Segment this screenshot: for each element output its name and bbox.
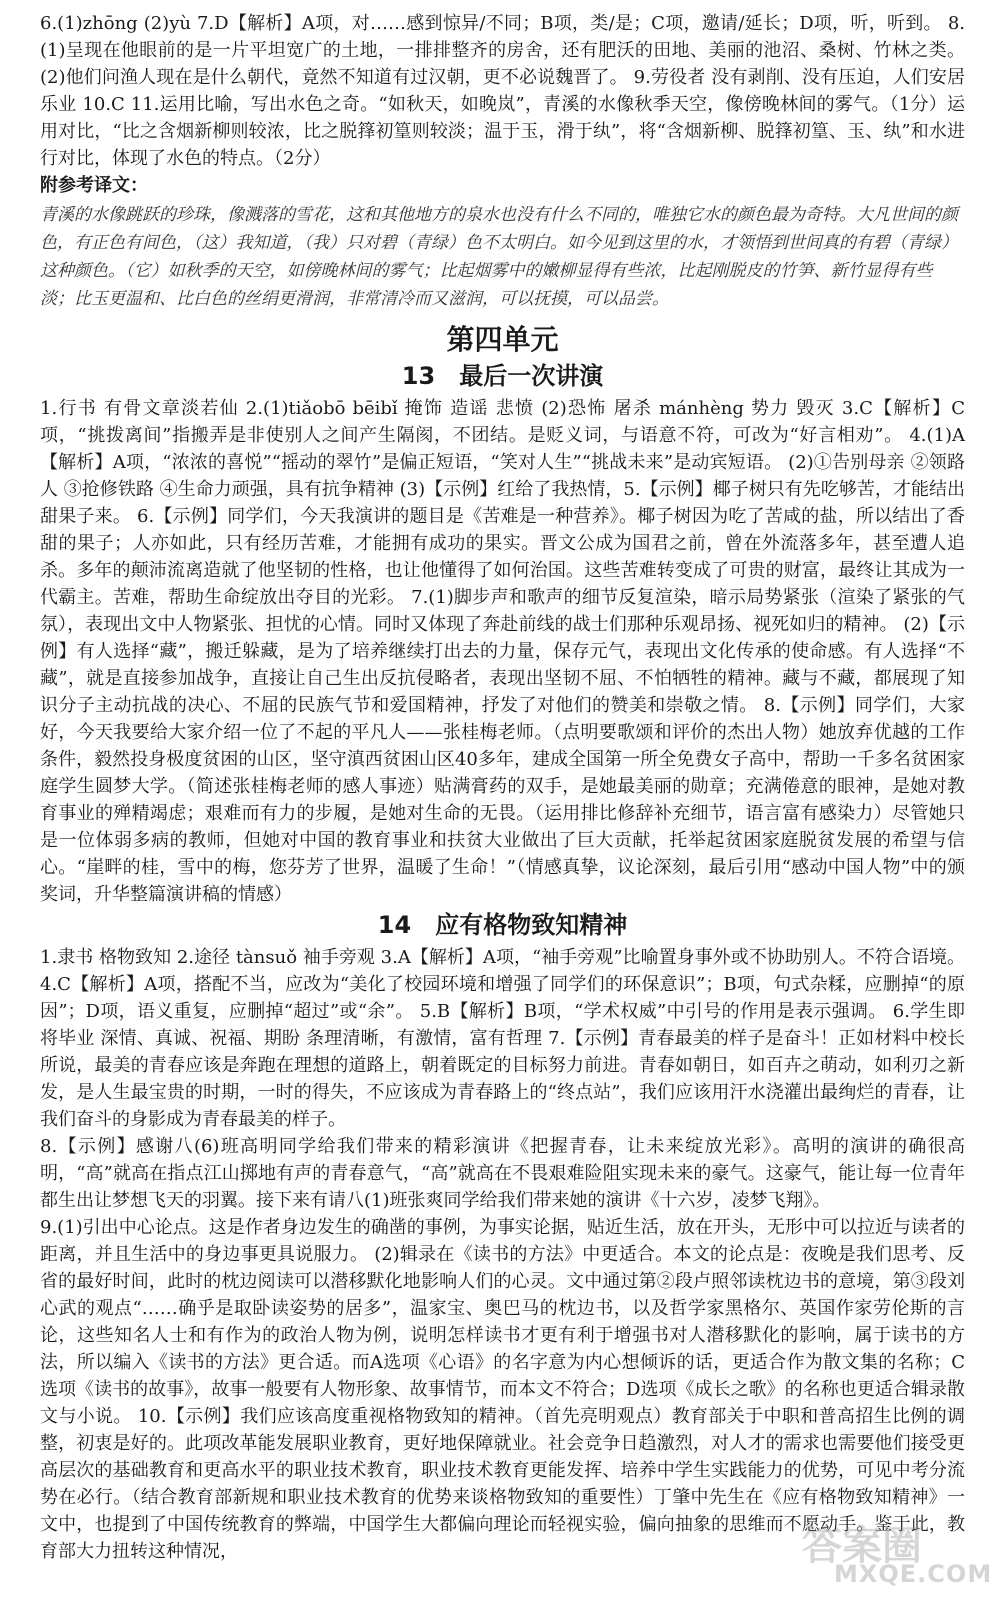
translation-text: 青溪的水像跳跃的珍珠，像溅落的雪花，这和其他地方的泉水也没有什么不同的，唯独它水的颜色最为奇特。大凡世间的颜色，有正色有间色，（这）我知道，（我）只对碧（青绿）色不太明白。如今见到这里的水，才领悟到世间真的有碧（青绿）这种颜色。（它）如秋季的天空，如傍晚林间的雾气；比起烟雾中的嫩柳显得有些浓，比起刚脱皮的竹笋、新竹显得有些淡；比玉更温和、比白色的丝绢更滑润，非常清冷而又滋润，可以抚摸，可以品尝。: [40, 205, 958, 309]
lesson-13-answers: 1.行书 有骨文章淡若仙 2.(1)tiǎobō bēibǐ 掩饰 造谣 悲愤 (2)恐怖 屠杀 mánhèng 势力 毁灭 3.C【解析】C项，“挑拨离间”指搬弄是非使别人之间产生隔阂，不团结。是贬义词，与语意不符，可改为“好言相劝”。 4.(1)A【解析】A项，“浓浓的喜悦”“摇动的翠竹”是偏正短语，“笑对人生”“挑战未来”是动宾短语。 (2)①告别母亲 ②领路人 ③抢修铁路 ④生命力顽强，具有抗争精神 (3)【示例】红给了我热情，5.【示例】椰子树只有先吃够苦，才能结出甜果子来。 6.【示例】同学们，今天我演讲的题目是《苦难是一种营养》。椰子树因为吃了苦咸的盐，所以结出了香甜的果子；人亦如此，只有经历苦难，才能拥有成功的果实。晋文公成为国君之前，曾在外流落多年，甚至遭人追杀。多年的颠沛流离造就了他坚韧的性格，也让他懂得了如何治国。这些苦难转变成了可贵的财富，最终让其成为一代霸主。苦难，帮助生命绽放出夺目的光彩。 7.(1)脚步声和歌声的细节反复渲染，暗示局势紧张（渲染了紧张的气氛），表现出文中人物紧张、担忧的心情。同时又体现了奔赴前线的战士们那种乐观昂扬、视死如归的精神。 (2)【示例】有人选择“藏”，搬迁躲藏，是为了培养继续打出去的力量，保存元气，表现出文化传承的使命感。有人选择“不藏”，就是直接参加战争，直接让自己生出反抗侵略者，表现出坚韧不屈、不怕牺牲的精神。藏与不藏，都展现了知识分子主动抗战的决心、不屈的民族气节和爱国精神，抒发了对他们的赞美和崇敬之情。 8.【示例】同学们，大家好，今天我要给大家介绍一位了不起的平凡人——张桂梅老师。（点明要歌颂和评价的杰出人物）她放弃优越的工作条件，毅然投身极度贫困的山区，坚守滇西贫困山区40多年，建成全国第一所全免费女子高中，帮助一千多名贫困家庭学生圆梦大学。（简述张桂梅老师的感人事迹）贴满膏药的双手，是她最美丽的勋章；充满倦意的眼神，是她对教育事业的殚精竭虑；艰难而有力的步履，是她对生命的无畏。（运用排比修辞补充细节，语言富有感染力）尽管她只是一位体弱多病的教师，但她对中国的教育事业和扶贫大业做出了巨大贡献，托举起贫困家庭脱贫发展的希望与信心。“崖畔的桂，雪中的梅，您芬芳了世界，温暖了生命！”（情感真挚，议论深刻，最后引用“感动中国人物”中的颁奖词，升华整篇演讲稿的情感）: [40, 398, 965, 905]
site-watermark-logo: [802, 1514, 993, 1588]
lesson-13-title: 13 最后一次讲演: [401, 362, 604, 390]
unit-title: 第四单元: [446, 323, 559, 356]
watermark-text: 答案圈: [802, 1523, 922, 1569]
lesson-14-answer-8: 8.【示例】感谢八(6)班高明同学给我们带来的精彩演讲《把握青春，让未来绽放光彩》。高明的演讲的确很高明，“高”就高在指点江山掷地有声的青春意气，“高”就高在不畏艰难险阻实现未来的豪气。这豪气，能让每一位青年都生出让梦想飞天的羽翼。接下来有请八(1)班张爽同学给我们带来她的演讲《十六岁，凌梦飞翔》。: [40, 1136, 965, 1211]
watermark-url: MXQE.COM: [834, 1560, 993, 1588]
answers-lesson-previous: 6.(1)zhōng (2)yù 7.D【解析】A项，对……感到惊异/不同；B项，类/是；C项，邀请/延长；D项，听，听到。 8.(1)呈现在他眼前的是一片平坦宽广的土地，一排排整齐的房舍，还有肥沃的田地、美丽的池沼、桑树、竹林之类。 (2)他们问渔人现在是什么朝代，竟然不知道有过汉朝，更不必说魏晋了。 9.劳役者 没有剥削、没有压迫，人们安居乐业 10.C 11.运用比喻，写出水色之奇。“如秋天，如晚岚”，青溪的水像秋季天空，像傍晚林间的雾气。（1分）运用对比，“比之含烟新柳则较浓，比之脱箨初篁则较淡；温于玉，滑于纨”，将“含烟新柳、脱箨初篁、玉、纨”和水进行对比，体现了水色的特点。（2分）: [40, 13, 965, 169]
lesson-14-answer-9-10: 9.(1)引出中心论点。这是作者身边发生的确凿的事例，为事实论据，贴近生活，放在开头，无形中可以拉近与读者的距离，并且生活中的身边事更具说服力。 (2)辑录在《读书的方法》中更适合。本文的论点是：夜晚是我们思考、反省的最好时间，此时的枕边阅读可以潜移默化地影响人们的心灵。文中通过第②段卢照邻读枕边书的意境，第③段刘心武的观点“……确乎是取卧读姿势的居多”，温家宝、奥巴马的枕边书，以及哲学家黑格尔、英国作家劳伦斯的言论，这些知名人士和有作为的政治人物为例，说明怎样读书才更有利于增强书对人潜移默化的影响，属于读书的方法，所以编入《读书的方法》更合适。而A选项《心语》的名字意为内心想倾诉的话，更适合作为散文集的名称；C选项《读书的故事》，故事一般要有人物形象、故事情节，而本文不符合；D选项《成长之歌》的名称也更适合辑录散文与小说。 10.【示例】我们应该高度重视格物致知的精神。（首先亮明观点）教育部关于中职和普高招生比例的调整，初衷是好的。此项改革能发展职业教育，更好地保障就业。社会竞争日趋激烈，对人才的需求也需要他们接受更高层次的基础教育和更高水平的职业技术教育，职业技术教育更能发挥、培养中学生实践能力的优势，可见中考分流势在必行。（结合教育部新规和职业技术教育的优势来谈格物致知的重要性）丁肇中先生在《应有格物致知精神》一文中，也提到了中国传统教育的弊端，中国学生大都偏向理论而轻视实验，偏向抽象的思维而不愿动手。鉴于此，教育部大力扭转这种情况，: [40, 1217, 965, 1562]
lesson-14-answers: 1.隶书 格物致知 2.途径 tànsuǒ 袖手旁观 3.A【解析】A项，“袖手旁观”比喻置身事外或不协助别人。不符合语境。 4.C【解析】A项，搭配不当，应改为“美化了校园环境和增强了同学们的环保意识”；B项，句式杂糅，应删掉“的原因”；D项，语义重复，应删掉“超过”或“余”。 5.B【解析】B项，“学术权威”中引号的作用是表示强调。 6.学生即将毕业 深情、真诚、祝福、期盼 条理清晰，有激情，富有哲理 7.【示例】青春最美的样子是奋斗！正如材料中校长所说，最美的青春应该是奔跑在理想的道路上，朝着既定的目标努力前进。青春如朝日，如百卉之萌动，如利刃之新发，是人生最宝贵的时期，一时的得失，不应该成为青春路上的“终点站”，我们应该用汗水浇灌出最绚烂的青春，让我们奋斗的身影成为青春最美的样子。: [40, 947, 965, 1130]
answer-page: [40, 10, 965, 1565]
translation-heading: 附参考译文：: [40, 175, 148, 196]
lesson-14-title: 14 应有格物致知精神: [377, 911, 628, 939]
